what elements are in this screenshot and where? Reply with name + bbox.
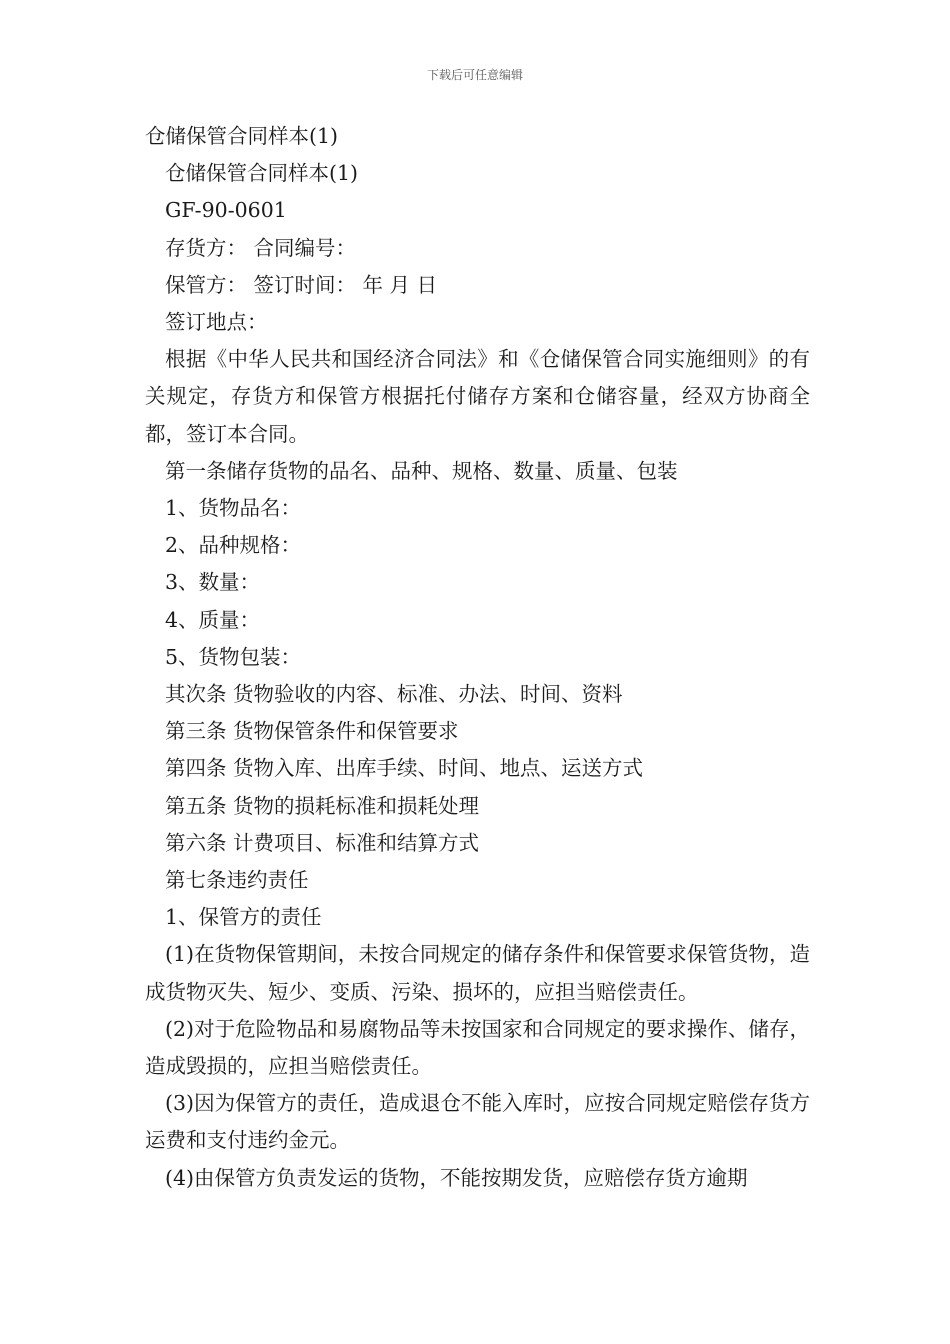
clause-paragraph: (1)在货物保管期间，未按合同规定的储存条件和保管要求保管货物，造成货物灭失、短少、变质、污染、损坏的，应担当赔偿责任。 <box>145 942 810 1004</box>
depositor-line: 存货方： 合同编号： <box>165 235 357 260</box>
clause-paragraph: (3)因为保管方的责任，造成退仓不能入库时，应按合同规定赔偿存货方运费和支付违约金元。 <box>145 1091 810 1153</box>
keeper-duty-heading: 1、保管方的责任 <box>165 905 322 930</box>
article-1-item: 2、品种规格： <box>165 533 302 558</box>
place-line: 签订地点： <box>165 310 268 335</box>
article-1-item: 3、数量： <box>165 570 261 595</box>
document-title: 仓储保管合同样本(1) <box>145 124 339 148</box>
article-4: 第四条 货物入库、出库手续、时间、地点、运送方式 <box>165 756 644 781</box>
contract-code: GF-90-0601 <box>165 198 287 223</box>
intro-paragraph: 根据《中华人民共和国经济合同法》和《仓储保管合同实施细则》的有关规定，存货方和保管方根据托付储存方案和仓储容量，经双方协商全都，签订本合同。 <box>145 347 810 446</box>
clause-paragraph: (2)对于危险物品和易腐物品等未按国家和合同规定的要求操作、储存，造成毁损的，应担当赔偿责任。 <box>145 1016 810 1079</box>
document-subtitle: 仓储保管合同样本(1) <box>165 161 359 186</box>
article-1-item: 1、货物品名： <box>165 496 302 521</box>
article-1-item: 5、货物包装： <box>165 644 302 669</box>
article-7: 第七条违约责任 <box>165 868 309 893</box>
document-body <box>145 118 810 1197</box>
keeper-line: 保管方： 签订时间： 年 月 日 <box>165 272 438 297</box>
article-1: 第一条储存货物的品名、品种、规格、数量、质量、包装 <box>165 458 678 483</box>
article-6: 第六条 计费项目、标准和结算方式 <box>165 830 480 855</box>
article-3: 第三条 货物保管条件和保管要求 <box>165 719 459 744</box>
article-2: 其次条 货物验收的内容、标准、办法、时间、资料 <box>165 682 623 707</box>
clause-paragraph: (4)由保管方负责发运的货物，不能按期发货，应赔偿存货方逾期 <box>165 1165 748 1190</box>
header-note: 下载后可任意编辑 <box>426 68 523 82</box>
article-1-item: 4、质量： <box>165 607 261 632</box>
article-5: 第五条 货物的损耗标准和损耗处理 <box>165 793 480 818</box>
